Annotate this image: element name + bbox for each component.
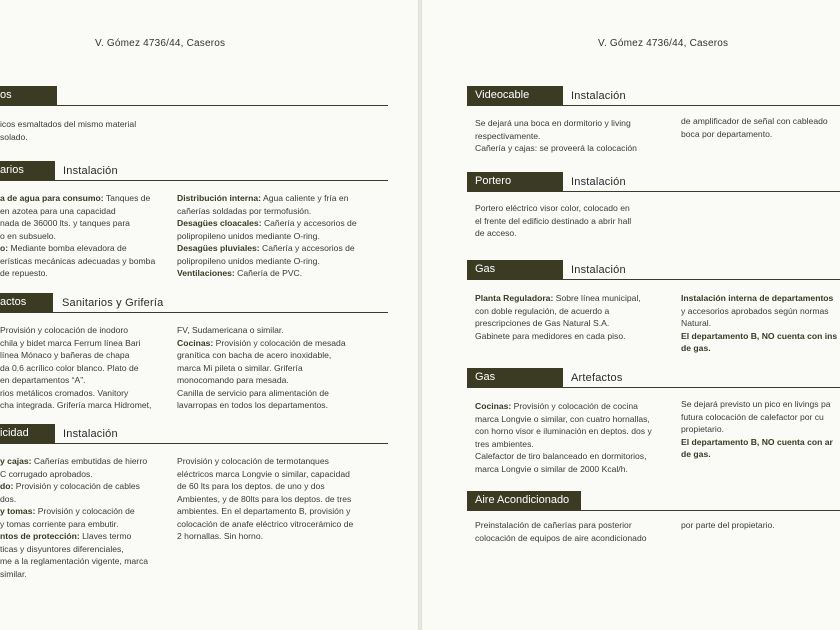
col-2 (177, 324, 346, 412)
section-left-2 (0, 161, 388, 278)
body-text: ambientes. En el departamento B, provisión y (177, 506, 351, 516)
section-subtitle: Instalación (63, 165, 118, 177)
body-text: de 60 lts para los deptos. de uno y dos (177, 481, 325, 491)
text-line (681, 423, 833, 436)
text-line (475, 202, 631, 215)
text-line (177, 399, 346, 412)
text-line (681, 519, 775, 532)
col-1 (475, 400, 652, 475)
col-2 (177, 192, 357, 280)
text-line (177, 217, 357, 230)
text-line: icos esmaltados del mismo material (0, 119, 137, 129)
text-line (0, 349, 151, 362)
text-line (0, 217, 155, 230)
page-header: V. Gómez 4736/44, Caseros (95, 38, 226, 49)
text-line (475, 413, 652, 426)
text-line (0, 399, 151, 412)
text-line (681, 342, 837, 355)
text-line (177, 205, 357, 218)
body-text: Cañería y cajas: se proveerá la colocación (475, 143, 637, 153)
section-header (467, 86, 840, 106)
text-line (475, 519, 647, 532)
left-page (0, 0, 418, 630)
section-tag: Videocable (467, 86, 563, 105)
text-line (0, 255, 155, 268)
section-subtitle: Artefactos (571, 372, 623, 384)
body-text: rios metálicos cromados. Vanitory (0, 387, 129, 398)
body-text: eléctricos marca Longvie o similar, capacidad (177, 468, 350, 479)
text-line (177, 387, 346, 400)
section-tag: Portero (467, 172, 563, 191)
text-line (475, 215, 631, 228)
body-text: propietario. (681, 424, 724, 434)
body-text: nada de 36000 lts. y tanques para (0, 218, 130, 228)
section-header (467, 368, 840, 388)
body-text: línea Mónaco y bañeras de chapa (0, 350, 130, 360)
section-header (0, 86, 388, 106)
body-text: Calefactor de tiro balanceado en dormitorios, (475, 451, 647, 461)
section-subtitle: Instalación (571, 264, 626, 276)
section-tag: arios (0, 161, 55, 180)
body-text: ticas y disyuntores diferenciales, (0, 543, 124, 554)
text-line (681, 330, 837, 343)
text-line (177, 505, 353, 518)
text-line (0, 493, 148, 506)
body-text: o en subsuelo. (0, 230, 56, 241)
text-line (0, 387, 151, 400)
text-line: solado. (0, 131, 28, 142)
text-line (177, 480, 353, 493)
text-line (0, 362, 151, 375)
text-line (0, 230, 155, 243)
text-line (0, 324, 151, 337)
body-text: monocomando para mesada. (177, 375, 289, 385)
body-text: prescripciones de Gas Natural S.A. (475, 318, 610, 328)
body-text: Provisión y colocación de mesada (213, 337, 346, 348)
section-portero (467, 172, 840, 238)
text-line (177, 362, 346, 375)
page-header: V. Gómez 4736/44, Caseros (598, 38, 729, 49)
col-2 (681, 115, 828, 140)
section-left-3 (0, 293, 388, 410)
body-text: de acceso. (475, 228, 517, 238)
section-header (0, 293, 388, 313)
text-line (177, 267, 357, 280)
section-tag: os (0, 86, 57, 105)
body-text: por parte del propietario. (681, 520, 775, 530)
bold-label: Desagües pluviales: (177, 243, 260, 253)
body-text: Se dejará previsto un pico en livings pa (681, 399, 831, 409)
text-line (0, 530, 148, 543)
text-line (177, 455, 353, 468)
body-text: granítica con bacha de acero inoxidable, (177, 350, 332, 360)
text-line (0, 242, 155, 255)
body-text: Se dejará una boca en dormitorio y living (475, 118, 631, 128)
section-header (467, 172, 840, 192)
text-line (0, 455, 148, 468)
bold-label: y cajas: (0, 456, 32, 466)
body-text: marca Longvie o similar, con cuatro hornallas, (475, 413, 650, 424)
body-text: y tomas corriente para embutir. (0, 518, 119, 529)
text-line (0, 337, 151, 350)
body-text: Cañería de PVC. (234, 268, 303, 278)
section-header (467, 491, 840, 511)
col-2 (681, 398, 833, 461)
body-text: polipropileno unidos mediante O-ring. (177, 255, 320, 266)
bold-label: Desagües cloacales: (177, 218, 262, 228)
body-text: Gabinete para medidores en cada piso. (475, 330, 626, 341)
section-subtitle: Sanitarios y Grifería (62, 297, 164, 309)
right-page (422, 0, 840, 630)
body-text: Sobre línea municipal, (553, 293, 641, 303)
text-line (0, 555, 148, 568)
col-1 (475, 292, 641, 342)
body-text: cañerías soldadas por termofusión. (177, 205, 312, 216)
section-tag: actos (0, 293, 53, 312)
body-text: Cañería y accesorios de (261, 218, 357, 228)
text-line (475, 142, 637, 155)
text-line (681, 115, 828, 128)
bold-label: o: (0, 243, 9, 253)
bold-label: El departamento B, NO cuenta con ar (681, 436, 833, 447)
text-line (0, 568, 148, 581)
body-text: Agua caliente y fría en (261, 193, 349, 203)
body-text: lavarropas en todos los departamentos. (177, 400, 328, 410)
section-header (0, 161, 388, 181)
text-line (0, 468, 148, 481)
section-tag: icidad (0, 424, 55, 443)
body-text: Provisión y colocación de (35, 506, 135, 516)
body-text: en departamentos “A”. (0, 375, 86, 385)
text-line (681, 317, 837, 330)
body-text: Provisión y colocación de termotanques (177, 456, 329, 466)
body-text: Cañerías embutidas de hierro (31, 456, 148, 466)
body-text: Provisión y colocación de cocina (511, 401, 638, 411)
text-line (177, 230, 357, 243)
section-tag: Aire Acondicionado (467, 491, 581, 510)
body-text: en azotea para una capacidad (0, 205, 116, 216)
text-line (0, 192, 155, 205)
text-line (475, 532, 647, 545)
text-line (475, 438, 652, 451)
section-subtitle: Instalación (571, 176, 626, 188)
section-header (467, 260, 840, 280)
body-text: colocación de equipos de aire acondicionado (475, 532, 647, 543)
body-text: me a la reglamentación vigente, marca (0, 556, 149, 566)
text-line (177, 518, 353, 531)
body-text: Natural. (681, 318, 712, 328)
body-text: Canilla de servicio para alimentación de (177, 387, 329, 398)
text-line (0, 480, 148, 493)
text-line (475, 400, 652, 413)
body-text: de amplificador de señal con cableado (681, 116, 828, 126)
text-line (475, 450, 652, 463)
bold-label: de gas. (681, 449, 711, 459)
section-subtitle: Instalación (571, 90, 626, 102)
text-line (475, 317, 641, 330)
body-text: chila y bidet marca Ferrum línea Bari (0, 337, 141, 348)
text-line (177, 337, 346, 350)
col-1 (0, 118, 136, 143)
text-line (475, 292, 641, 305)
text-line (177, 493, 353, 506)
col-2 (681, 292, 837, 355)
text-line (0, 543, 148, 556)
bold-label: Ventilaciones: (177, 268, 235, 278)
body-text: marca Mi pileta o similar. Grifería (177, 362, 303, 373)
bold-label: Instalación interna de departamentos (681, 293, 834, 303)
bold-label: Planta Reguladora: (475, 293, 554, 303)
col-1 (475, 202, 631, 240)
text-line (177, 349, 346, 362)
bold-label: Distribución interna: (177, 193, 262, 203)
text-line (475, 117, 637, 130)
text-line (681, 411, 833, 424)
section-videocable (467, 86, 840, 153)
text-line (177, 530, 353, 543)
body-text: FV, Sudamericana o similar. (177, 325, 284, 335)
text-line (177, 242, 357, 255)
text-line (0, 267, 155, 280)
body-text: respectivamente. (475, 130, 541, 141)
text-line (177, 468, 353, 481)
section-header (0, 424, 388, 444)
text-line (475, 130, 637, 143)
section-tag: Gas (467, 260, 563, 279)
bold-label: Cocinas: (177, 337, 214, 348)
col-1 (0, 324, 151, 412)
section-gas-instalacion (467, 260, 840, 353)
text-line (681, 128, 828, 141)
bold-label: Cocinas: (475, 401, 512, 411)
section-left-1 (0, 86, 388, 142)
text-line (681, 305, 837, 318)
col-2 (177, 455, 353, 543)
col-1 (0, 192, 155, 280)
body-text: de repuesto. (0, 268, 48, 278)
text-line (681, 398, 833, 411)
body-text: y accesorios aprobados según normas (681, 305, 829, 316)
body-text: 2 hornallas. Sin horno. (177, 531, 263, 541)
body-text: Provisión y colocación de cables (13, 481, 140, 491)
text-line (177, 192, 357, 205)
col-1 (475, 117, 637, 155)
text-line (0, 505, 148, 518)
bold-label: do: (0, 481, 14, 491)
col-1 (475, 519, 647, 544)
bold-label: a de agua para consumo: (0, 193, 104, 203)
bold-label: de gas. (681, 343, 711, 353)
body-text: colocación de anafe eléctrico vitrocerámico de (177, 518, 354, 529)
body-text: con horno visor e iluminación en deptos. dos y (475, 426, 652, 436)
text-line (0, 518, 148, 531)
body-text: similar. (0, 568, 27, 579)
section-left-4 (0, 424, 388, 579)
body-text: boca por departamento. (681, 128, 773, 139)
body-text: dos. (0, 493, 17, 504)
section-aire-acondicionado (467, 491, 840, 543)
text-line (475, 305, 641, 318)
text-line (681, 292, 837, 305)
body-text: cha integrada. Grifería marca Hidromet, (0, 400, 152, 410)
body-text: Preinstalación de cañerías para posterior (475, 520, 632, 530)
body-text: futura colocación de calefactor por cu (681, 411, 824, 422)
body-text: polipropileno unidos mediante O-ring. (177, 230, 320, 241)
col-2 (681, 519, 775, 532)
bold-label: y tomas: (0, 506, 36, 516)
body-text: tres ambientes. (475, 438, 534, 449)
text-line (475, 463, 652, 476)
bold-label: El departamento B, NO cuenta con ins (681, 330, 838, 341)
body-text: Provisión y colocación de inodoro (0, 325, 129, 335)
bold-label: ntos de protección: (0, 531, 80, 541)
section-gas-artefactos (467, 368, 840, 474)
text-line (177, 324, 346, 337)
text-line (681, 448, 833, 461)
body-text: da 0.6 acrílico color blanco. Plato de (0, 362, 139, 373)
body-text: Tanques de (103, 193, 151, 203)
col-1 (0, 455, 148, 580)
text-line (177, 255, 357, 268)
body-text: Portero eléctrico visor color, colocado en (475, 203, 630, 213)
body-text: el frente del edificio destinado a abrir hall (475, 215, 632, 226)
body-text: C corrugado aprobados. (0, 468, 93, 479)
body-text: erísticas mecánicas adecuadas y bomba (0, 255, 156, 266)
text-line (681, 436, 833, 449)
body-text: Ambientes, y de 80lts para los deptos. de tres (177, 493, 352, 504)
body-text: Llaves termo (79, 531, 132, 541)
text-line (177, 374, 346, 387)
text-line (475, 425, 652, 438)
section-subtitle: Instalación (63, 428, 118, 440)
body-text: con doble regulación, de acuerdo a (475, 305, 610, 316)
text-line (475, 330, 641, 343)
body-text: Mediante bomba elevadora de (8, 243, 127, 253)
body-text: Cañería y accesorios de (259, 243, 355, 253)
text-line (0, 205, 155, 218)
text-line (475, 227, 631, 240)
text-line (0, 374, 151, 387)
section-tag: Gas (467, 368, 563, 387)
body-text: marca Longvie o similar de 2000 Kcal/h. (475, 463, 628, 474)
